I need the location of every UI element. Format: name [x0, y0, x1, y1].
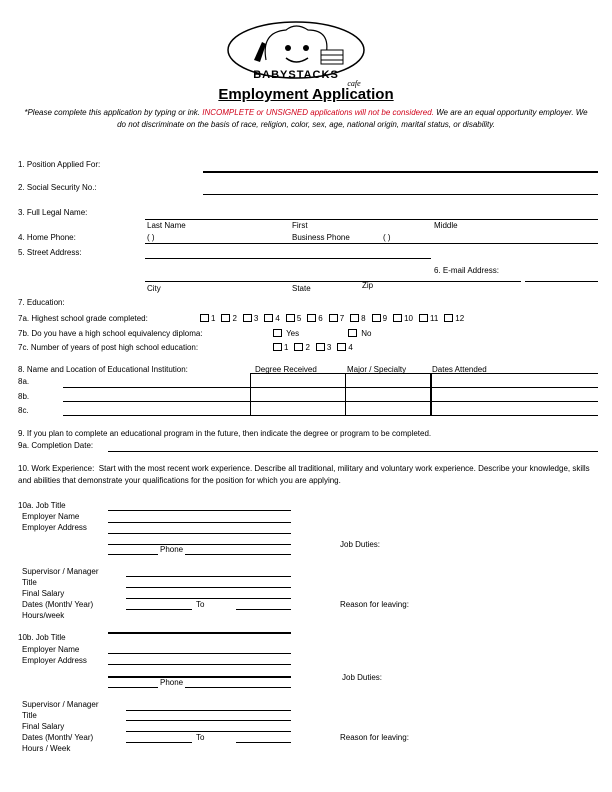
grade-label-12: 12	[455, 314, 465, 323]
zip-label: Zip	[362, 281, 374, 290]
intro-part1: *Please complete this application by typing or ink.	[24, 108, 201, 117]
q5-label: 5. Street Address:	[18, 248, 82, 257]
job-a-date-to-field[interactable]	[236, 609, 291, 610]
grade-option-9[interactable]	[372, 314, 387, 324]
q9-label: 9. If you plan to complete an educational program in the future, then indicate the degree or program to be completed.	[18, 429, 432, 438]
grade-label-3: 3	[253, 314, 259, 323]
grade-checkbox-9[interactable]	[372, 314, 381, 322]
grade-label-1: 1	[211, 314, 216, 323]
home-phone-paren: ( )	[147, 233, 155, 242]
job-b-date-from-field[interactable]	[126, 742, 192, 743]
city-label: City	[147, 284, 161, 293]
edu-row-8a-label: 8a.	[18, 377, 30, 386]
q8-label: 8. Name and Location of Educational Institution:	[18, 365, 188, 374]
job-a-employer-address-field-2[interactable]	[108, 544, 291, 545]
years-checkboxes	[273, 343, 359, 353]
job-a-hours-label: Hours/week	[22, 611, 65, 620]
job-b-employer-address-field-2[interactable]	[108, 676, 291, 678]
grade-label-11: 11	[429, 314, 439, 323]
years-checkbox-3[interactable]	[316, 343, 325, 351]
job-b-employer-address-label: Employer Address	[22, 656, 87, 665]
job-b-title2-label: Title	[22, 711, 37, 720]
q7-label: 7. Education:	[18, 298, 65, 307]
edu-col-divider-2	[345, 373, 346, 415]
years-option-1[interactable]	[273, 343, 288, 353]
q2-label: 2. Social Security No.:	[18, 183, 97, 192]
middle-name-label: Middle	[434, 221, 458, 230]
grade-checkbox-1[interactable]	[200, 314, 209, 322]
job-b-dates-label: Dates (Month/ Year)	[22, 733, 94, 742]
job-b-date-to-field[interactable]	[236, 742, 291, 743]
grade-checkbox-2[interactable]	[221, 314, 230, 322]
job-a-phone-field[interactable]	[108, 554, 158, 555]
q4-label: 4. Home Phone:	[18, 233, 76, 242]
email-field[interactable]	[525, 281, 598, 282]
job-a-duties-label: Job Duties:	[340, 540, 381, 549]
grade-checkbox-4[interactable]	[264, 314, 273, 322]
q9a-label: 9a. Completion Date:	[18, 441, 94, 450]
legal-name-field[interactable]	[145, 219, 598, 220]
years-option-3[interactable]	[316, 343, 331, 353]
grade-label-7: 7	[339, 314, 345, 323]
job-a-title2-field[interactable]	[126, 587, 291, 588]
grade-option-4[interactable]	[264, 314, 279, 324]
grade-label-4: 4	[275, 314, 280, 323]
last-name-label: Last Name	[147, 221, 186, 230]
years-checkbox-2[interactable]	[294, 343, 303, 351]
job-a-title-field[interactable]	[108, 510, 291, 511]
yes-checkbox[interactable]	[273, 329, 282, 337]
edu-row-8b-field[interactable]	[63, 401, 598, 402]
grade-checkboxes	[200, 314, 470, 324]
grade-option-3[interactable]	[243, 314, 258, 324]
grade-checkbox-12[interactable]	[444, 314, 453, 322]
grade-option-5[interactable]	[286, 314, 301, 324]
job-b-phone-field-2[interactable]	[185, 687, 291, 688]
job-a-title-label: 10a. Job Title	[18, 501, 66, 510]
q7b-label: 7b. Do you have a high school equivalency diploma:	[18, 329, 203, 338]
job-b-phone-label: Phone	[160, 678, 184, 687]
job-a-supervisor-field[interactable]	[126, 576, 291, 577]
phone-field[interactable]	[145, 243, 598, 244]
grade-label-8: 8	[361, 314, 366, 323]
job-b-employer-name-label: Employer Name	[22, 645, 80, 654]
company-logo	[226, 20, 376, 90]
job-b-supervisor-field[interactable]	[126, 710, 291, 711]
edu-row-8c-field[interactable]	[63, 415, 598, 416]
edu-col-divider-1	[250, 373, 251, 415]
major-col-header: Major / Specialty	[347, 365, 407, 374]
job-a-employer-address-field[interactable]	[108, 533, 291, 534]
job-a-employer-name-field[interactable]	[108, 522, 291, 523]
grade-checkbox-6[interactable]	[307, 314, 316, 322]
grade-option-6[interactable]	[307, 314, 322, 324]
job-b-title-field[interactable]	[108, 632, 291, 634]
svg-text:cafe: cafe	[347, 79, 361, 88]
job-a-phone-label: Phone	[160, 545, 184, 554]
intro-part2: We are an equal opportunity employer. We do not discriminate on the basis of race, religion, color, sex, age, national origin, marital status, or disability.	[117, 108, 588, 129]
edu-col-divider-3	[430, 373, 432, 415]
grade-label-5: 5	[296, 314, 302, 323]
grade-option-8[interactable]	[350, 314, 365, 324]
years-label-2: 2	[305, 343, 310, 352]
dates-col-header: Dates Attended	[432, 365, 487, 374]
grade-checkbox-11[interactable]	[419, 314, 428, 322]
degree-col-header: Degree Received	[255, 365, 317, 374]
intro-text	[22, 107, 590, 131]
city-state-zip-field[interactable]	[145, 281, 521, 282]
job-a-dates-label: Dates (Month/ Year)	[22, 600, 94, 609]
grade-option-7[interactable]	[329, 314, 344, 324]
no-checkbox[interactable]	[348, 329, 357, 337]
edu-row-8a-field[interactable]	[63, 387, 598, 388]
years-label-1: 1	[284, 343, 289, 352]
job-b-reason-label: Reason for leaving:	[340, 733, 409, 742]
job-b-title2-field[interactable]	[126, 720, 291, 721]
grade-option-2[interactable]	[221, 314, 236, 324]
grade-checkbox-5[interactable]	[286, 314, 295, 322]
q10-description: Start with the most recent work experience. Describe all traditional, military and voluntary work experience. Describe your knowledge, skills and abilities that demonstrate your qualifications for the position for which you are applying.	[18, 464, 590, 485]
job-b-salary-field[interactable]	[126, 731, 291, 732]
years-checkbox-1[interactable]	[273, 343, 282, 351]
job-a-salary-field[interactable]	[126, 598, 291, 599]
first-name-label: First	[292, 221, 308, 230]
job-a-phone-field-2[interactable]	[185, 554, 291, 555]
job-b-employer-address-field[interactable]	[108, 664, 291, 665]
q10-text	[18, 463, 590, 487]
grade-label-2: 2	[232, 314, 237, 323]
grade-label-6: 6	[318, 314, 323, 323]
job-a-title2-label: Title	[22, 578, 37, 587]
intro-warning: INCOMPLETE or UNSIGNED applications will not be considered.	[202, 108, 434, 117]
job-a-date-from-field[interactable]	[126, 609, 192, 610]
job-a-reason-label: Reason for leaving:	[340, 600, 409, 609]
q1-label: 1. Position Applied For:	[18, 160, 101, 169]
job-a-salary-label: Final Salary	[22, 589, 65, 598]
years-label-3: 3	[326, 343, 332, 352]
state-label: State	[292, 284, 311, 293]
page-title: Employment Application	[218, 86, 394, 103]
job-a-to-label: To	[196, 600, 205, 609]
grade-option-10[interactable]	[393, 314, 413, 324]
job-b-phone-field[interactable]	[108, 687, 158, 688]
years-label-4: 4	[348, 343, 353, 352]
business-phone-label: Business Phone	[292, 233, 350, 242]
grade-checkbox-8[interactable]	[350, 314, 359, 322]
grade-option-11[interactable]	[419, 314, 438, 324]
completion-date-field[interactable]	[108, 451, 598, 452]
q7a-label: 7a. Highest school grade completed:	[18, 314, 148, 323]
no-option[interactable]	[348, 329, 371, 339]
position-field[interactable]	[203, 171, 598, 173]
years-option-4[interactable]	[337, 343, 352, 353]
grade-option-12[interactable]	[444, 314, 464, 324]
q10-label: 10. Work Experience:	[18, 464, 95, 473]
job-b-supervisor-label: Supervisor / Manager	[22, 700, 99, 709]
yes-option[interactable]	[273, 329, 299, 339]
grade-label-10: 10	[404, 314, 413, 323]
q6-label: 6. E-mail Address:	[434, 266, 499, 275]
job-b-to-label: To	[196, 733, 205, 742]
street-address-field[interactable]	[145, 258, 431, 259]
edu-header-line	[250, 373, 598, 374]
ssn-field[interactable]	[203, 194, 598, 195]
grade-checkbox-10[interactable]	[393, 314, 402, 322]
job-b-duties-label: Job Duties:	[342, 673, 383, 682]
job-b-hours-label: Hours / Week	[22, 744, 71, 753]
job-a-supervisor-label: Supervisor / Manager	[22, 567, 99, 576]
yes-label: Yes	[286, 329, 300, 338]
business-phone-paren: ( )	[383, 233, 391, 242]
edu-row-8b-label: 8b.	[18, 392, 30, 401]
job-a-employer-name-label: Employer Name	[22, 512, 80, 521]
edu-row-8c-label: 8c.	[18, 406, 29, 415]
grade-option-1[interactable]	[200, 314, 215, 324]
job-b-title-label: 10b. Job Title	[18, 633, 66, 642]
svg-text:BABYSTACKS: BABYSTACKS	[253, 69, 339, 81]
grade-checkbox-3[interactable]	[243, 314, 252, 322]
job-b-employer-name-field[interactable]	[108, 653, 291, 654]
q3-label: 3. Full Legal Name:	[18, 208, 88, 217]
grade-checkbox-7[interactable]	[329, 314, 338, 322]
job-b-salary-label: Final Salary	[22, 722, 65, 731]
years-checkbox-4[interactable]	[337, 343, 346, 351]
years-option-2[interactable]	[294, 343, 309, 353]
no-label: No	[361, 329, 372, 338]
grade-label-9: 9	[382, 314, 388, 323]
job-a-employer-address-label: Employer Address	[22, 523, 87, 532]
q7c-label: 7c. Number of years of post high school education:	[18, 343, 199, 352]
